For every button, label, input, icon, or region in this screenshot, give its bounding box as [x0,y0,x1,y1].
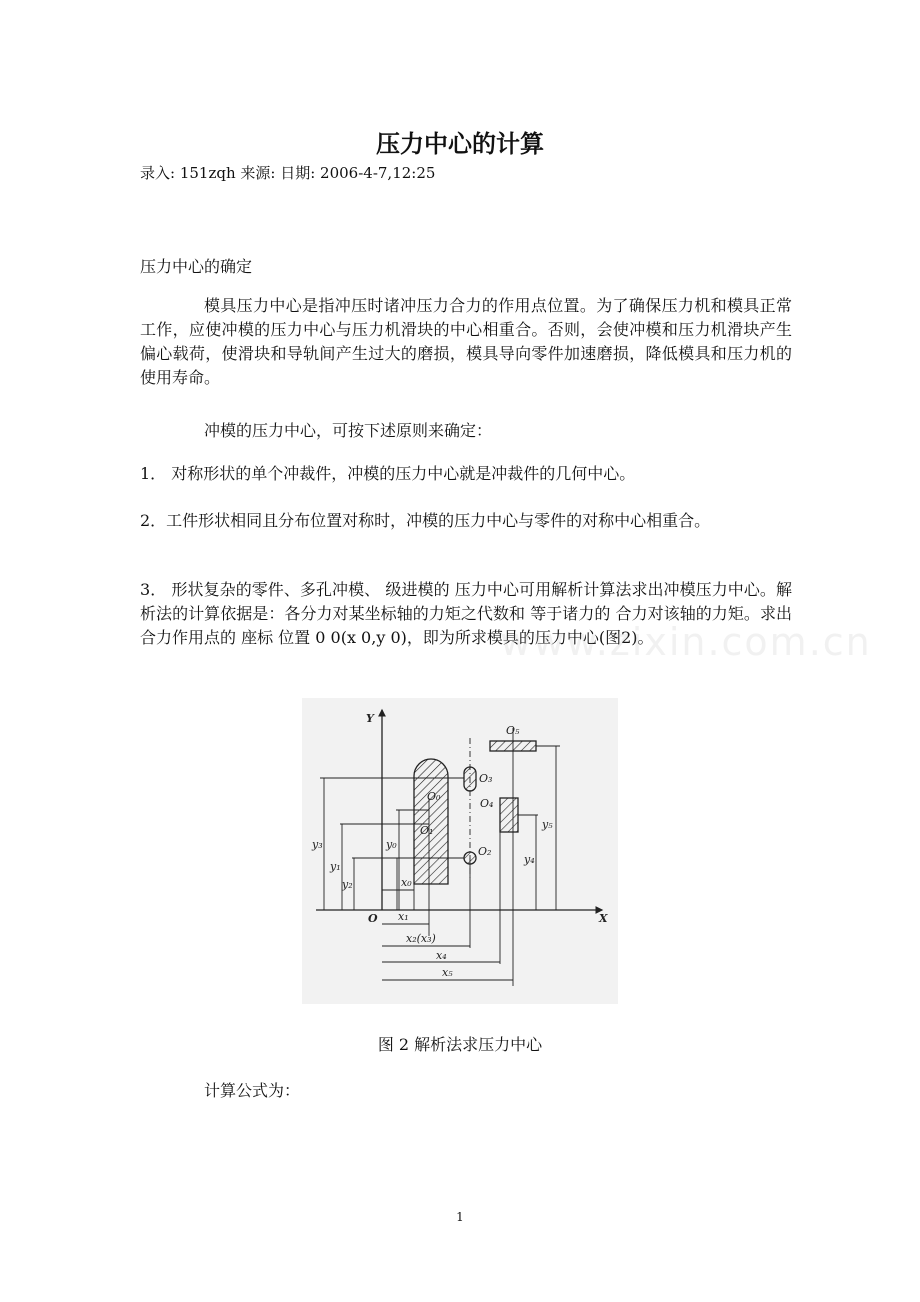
o4-rect [500,798,518,832]
x4-label: x₄ [436,949,447,962]
y3-label: y₃ [312,838,323,851]
o3-label: O₃ [479,772,493,785]
o5-label: O₅ [506,724,520,737]
o0-label: O₀ [427,790,441,803]
o1-label: O₁ [420,824,434,837]
section-heading: 压力中心的确定 [140,257,253,276]
o2-label: O₂ [478,845,492,858]
formula-intro: 计算公式为： [204,1081,301,1100]
list-item-3: 3． 形状复杂的零件、多孔冲模、 级进模的 压力中心可用解析计算法求出冲模压力中心。解析法的计算依据是：各分力对某坐标轴的力矩之代数和 等于诸力的 合力对该轴的力矩。求出合力作用点的 座标 位置 0 0(x 0,y 0)，即为所求模具的压力中心(图2)。 [140,580,792,647]
page-title: 压力中心的计算 [376,129,544,158]
x-axis-label: X [599,912,608,925]
pressure-center-diagram [302,698,618,1004]
o4-label: O₄ [480,797,494,810]
x2x3-label: x₂(x₃) [406,932,436,945]
figure-caption: 图 2 解析法求压力中心 [377,1035,543,1054]
x5-label: x₅ [442,966,453,979]
page-number: 1 [456,1210,464,1224]
list-item-1: 1． 对称形状的单个冲裁件，冲模的压力中心就是冲裁件的几何中心。 [140,464,636,483]
paragraph-principles: 冲模的压力中心，可按下述原则来确定： [204,421,493,440]
y0-label: y₀ [386,838,397,851]
y5-label: y₅ [542,818,553,831]
figure-pressure-center [302,698,618,1004]
y1-label: y₁ [330,860,341,873]
list-item-2: 2．工件形状相同且分布位置对称时，冲模的压力中心与零件的对称中心相重合。 [140,511,711,530]
y4-label: y₄ [524,853,535,866]
y-axis-label: Y [366,712,374,725]
x1-label: x₁ [398,910,409,923]
y2-label: y₂ [342,878,353,891]
paragraph-definition: 模具压力中心是指冲压时诸冲压力合力的作用点位置。为了确保压力机和模具正常工作，应使冲模的压力中心与压力机滑块的中心相重合。否则，会使冲模和压力机滑块产生偏心载荷，使滑块和导轨间产生过大的磨损，模具导向零件加速磨损，降低模具和压力机的使用寿命。 [140,296,792,387]
origin-label: O [368,912,378,925]
x0-label: x₀ [401,876,412,889]
article-meta: 录入: 151zqh 来源: 日期: 2006-4-7,12:25 [140,164,436,182]
watermark: www.zixin.com.cn [500,620,872,664]
